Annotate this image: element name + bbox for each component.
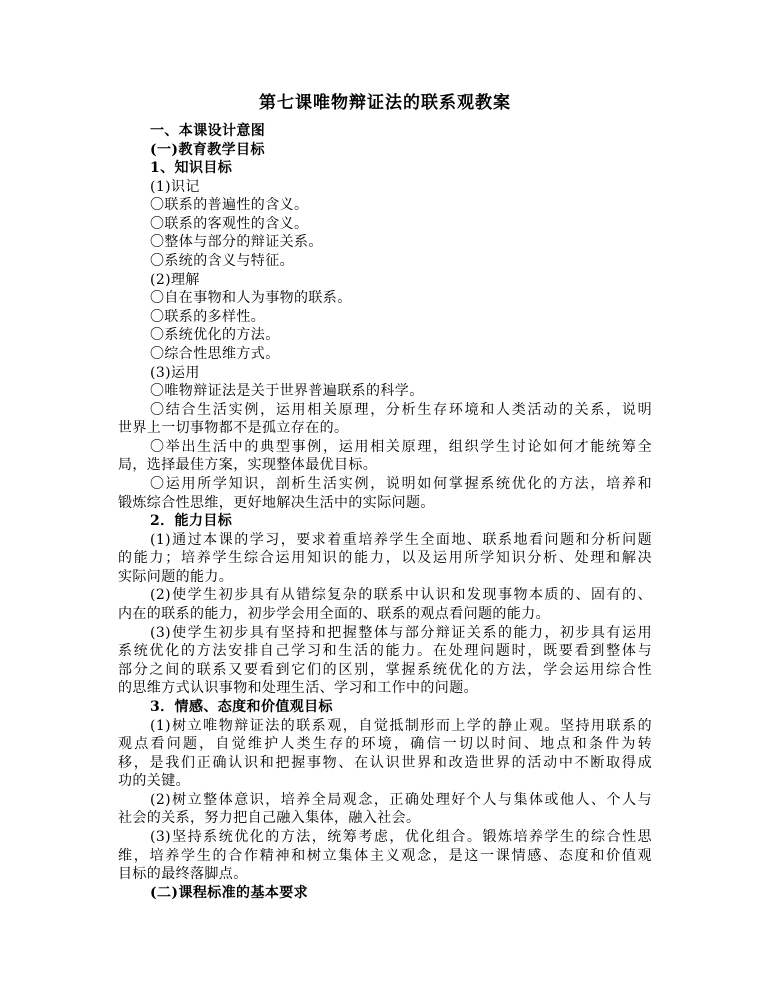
text-line: 功的关键。	[118, 773, 190, 790]
text-line: 〇唯物辩证法是关于世界普遍联系的科学。	[150, 383, 424, 400]
text-line: (1)通过本课的学习，要求着重培养学生全面地、联系地看问题和分析问题	[150, 531, 652, 548]
text-line: 的思维方式认识事物和处理生活、学习和工作中的问题。	[118, 680, 478, 697]
text-line: 2．能力目标	[150, 513, 233, 530]
text-item	[118, 215, 652, 234]
text-line: 〇整体与部分的辩证关系。	[150, 234, 323, 251]
text-item	[118, 308, 652, 327]
text-line: 移，是我们正确认识和把握事物、在认识世界和改造世界的活动中不断取得成	[118, 754, 652, 771]
text-item	[118, 178, 652, 197]
text-line: (3)使学生初步具有坚持和把握整体与部分辩证关系的能力，初步具有运用	[150, 624, 652, 641]
paragraph	[118, 624, 652, 698]
paragraph	[118, 717, 652, 791]
text-line: 〇结合生活实例，运用相关原理，分析生存环境和人类活动的关系，说明	[150, 401, 652, 418]
text-line: 〇系统优化的方法。	[150, 327, 280, 344]
text-item	[118, 233, 652, 252]
text-item	[118, 326, 652, 345]
heading	[118, 884, 652, 903]
heading	[118, 141, 652, 160]
text-line: (1)树立唯物辩证法的联系观，自觉抵制形而上学的静止观。坚持用联系的	[150, 717, 652, 734]
text-line: 维，培养学生的合作精神和树立集体主义观念，是这一课情感、态度和价值观	[118, 847, 652, 864]
text-line: (2)理解	[150, 271, 200, 288]
text-line: 〇自在事物和人为事物的联系。	[150, 290, 352, 307]
text-line: (二)课程标准的基本要求	[150, 884, 309, 901]
text-line: 系统优化的方法安排自己学习和生活的能力。在处理问题时，既要看到整体与	[118, 643, 652, 660]
text-line: 〇举出生活中的典型事例，运用相关原理，组织学生讨论如何才能统筹全	[150, 438, 652, 455]
text-item	[118, 364, 652, 383]
text-line: 锻炼综合性思维，更好地解决生活中的实际问题。	[118, 494, 435, 511]
text-line: 的能力；培养学生综合运用知识的能力，以及运用所学知识分析、处理和解决	[118, 550, 652, 567]
text-item	[118, 345, 652, 364]
text-line: (3)运用	[150, 364, 200, 381]
heading	[118, 159, 652, 178]
text-line: 一、本课设计意图	[150, 123, 266, 139]
text-line: 世界上一切事物都不是孤立存在的。	[118, 420, 349, 437]
text-line: (一)教育教学目标	[150, 141, 265, 158]
text-line: 社会的关系，努力把自己融入集体，融入社会。	[118, 810, 421, 827]
heading	[118, 698, 652, 717]
document-title: 第七课唯物辩证法的联系观教案	[259, 93, 511, 113]
text-line: 〇联系的普遍性的含义。	[150, 197, 309, 214]
text-line: 观点看问题，自觉维护人类生存的环境，确信一切以时间、地点和条件为转	[118, 736, 652, 753]
text-line: 目标的最终落脚点。	[118, 866, 248, 883]
paragraph	[118, 791, 652, 828]
text-line: 〇联系的客观性的含义。	[150, 215, 309, 232]
text-line: 内在的联系的能力，初步学会用全面的、联系的观点看问题的能力。	[118, 606, 550, 623]
document-body	[118, 122, 652, 902]
text-line: (2)使学生初步具有从错综复杂的联系中认识和发现事物本质的、固有的、	[150, 587, 652, 604]
text-item	[118, 289, 652, 308]
text-line: (2)树立整体意识，培养全局观念，正确处理好个人与集体或他人、个人与	[150, 791, 652, 808]
paragraph	[118, 475, 652, 512]
text-line: 1、知识目标	[150, 160, 233, 177]
text-line: (3)坚持系统优化的方法，统筹考虑，优化组合。锻炼培养学生的综合性思	[150, 828, 652, 845]
paragraph	[118, 586, 652, 623]
text-line: 〇联系的多样性。	[150, 308, 266, 325]
paragraph	[118, 438, 652, 475]
text-item	[118, 196, 652, 215]
text-item	[118, 252, 652, 271]
text-line: 〇运用所学知识，剖析生活实例，说明如何掌握系统优化的方法，培养和	[150, 475, 652, 492]
paragraph	[118, 531, 652, 587]
text-line: (1)识记	[150, 178, 200, 195]
text-item	[118, 382, 652, 401]
text-line: 局，选择最佳方案，实现整体最优目标。	[118, 457, 378, 474]
text-line: 实际问题的能力。	[118, 568, 234, 585]
text-item	[118, 271, 652, 290]
heading	[118, 512, 652, 531]
heading	[118, 122, 652, 141]
text-line: 〇系统的含义与特征。	[150, 253, 294, 270]
text-line: 3．情感、态度和价值观目标	[150, 698, 333, 715]
text-line: 部分之间的联系又要看到它们的区别，掌握系统优化的方法，学会运用综合性	[118, 661, 652, 678]
text-line: 〇综合性思维方式。	[150, 345, 280, 362]
paragraph	[118, 401, 652, 438]
paragraph	[118, 828, 652, 884]
